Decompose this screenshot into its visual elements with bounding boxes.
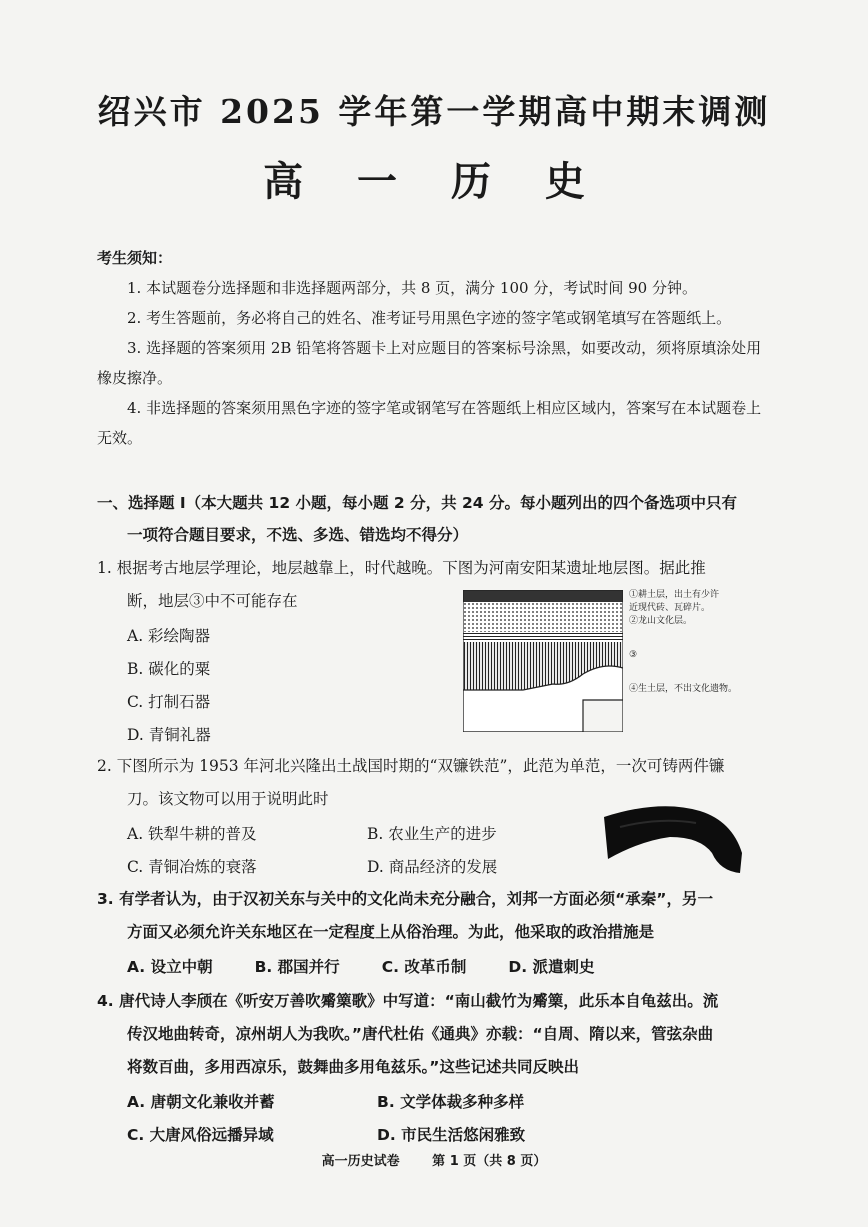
page-footer — [0, 1150, 868, 1169]
subject-title: 高 一 历 史 — [263, 158, 605, 205]
option-b: B. 文学体裁多种多样 — [377, 1093, 525, 1111]
option-c: C. 青铜冶炼的衰落 — [127, 858, 257, 876]
option-d: D. 市民生活悠闲雅致 — [377, 1126, 526, 1144]
legend-line: 近现代砖、瓦碎片。 — [629, 603, 711, 613]
legend-line: ①耕土层，出土有少许 — [629, 590, 720, 600]
layer-1 — [463, 602, 623, 632]
option-c: C. 打制石器 — [127, 693, 211, 711]
legend-line: ④生土层，不出文化遗物。 — [629, 684, 738, 694]
question-stem: 1. 根据考古地层学理论，地层越靠上，时代越晚。下图为河南安阳某遗址地层图。据此推 — [97, 559, 706, 577]
question-stem: 3. 有学者认为，由于汉初关东与关中的文化尚未充分融合，刘邦一方面必须“承秦”，另一 — [97, 890, 713, 908]
option-b: B. 农业生产的进步 — [367, 825, 497, 843]
option-a: A. 唐朝文化兼收并蓄 — [127, 1093, 275, 1111]
notice-item: 3. 选择题的答案须用 2B 铅笔将答题卡上对应题目的答案标号涂黑，如要改动，须将原填涂处用橡皮擦净。 — [97, 339, 762, 387]
option-a: A. 彩绘陶器 — [127, 627, 211, 645]
notice-item: 2. 考生答题前，务必将自己的姓名、准考证号用黑色字迹的签字笔或钢笔填写在答题纸上。 — [127, 309, 732, 327]
legend-line: ②龙山文化层。 — [629, 616, 693, 626]
legend-line: ③ — [629, 650, 638, 660]
option-b: B. 碳化的粟 — [127, 660, 211, 678]
stratigraphy-diagram — [463, 590, 623, 732]
section-heading — [97, 487, 762, 551]
notice-item: 4. 非选择题的答案须用黑色字迹的签字笔或钢笔写在答题纸上相应区域内，答案写在本试题卷上无效。 — [97, 399, 762, 447]
question-stem: 传汉地曲转奇，凉州胡人为我吹。”唐代杜佑《通典》亦载：“自周、隋以来，管弦杂曲 — [127, 1025, 714, 1043]
question-stem: 将数百曲，多用西凉乐，鼓舞曲多用龟兹乐。”这些记述共同反映出 — [127, 1058, 579, 1076]
footer-paper: 高一历史试卷 — [321, 1154, 400, 1169]
section-line-1: 一、选择题 I（本大题共 12 小题，每小题 2 分，共 24 分。每小题列出的四个备选项中只有 — [97, 494, 737, 512]
section-line-2: 一项符合题目要求，不选、多选、错选均不得分） — [127, 526, 469, 544]
exam-title: 绍兴市 2025 学年第一学期高中期末调测 — [97, 92, 771, 131]
option-d: D. 青铜礼器 — [127, 726, 211, 744]
question-stem: 断，地层③中不可能存在 — [127, 592, 298, 610]
iron-mold-photo — [600, 797, 746, 875]
layer-1-top — [463, 590, 623, 602]
option-d: D. 商品经济的发展 — [367, 858, 498, 876]
option-c: C. 改革币制 — [381, 958, 467, 976]
option-d: D. 派遣刺史 — [508, 958, 595, 976]
option-b: B. 郡国并行 — [254, 958, 340, 976]
question-stem: 方面又必须允许关东地区在一定程度上从俗治理。为此，他采取的政治措施是 — [127, 923, 655, 941]
strata-legend — [629, 589, 769, 694]
option-a: A. 铁犁牛耕的普及 — [127, 825, 257, 843]
question-stem: 2. 下图所示为 1953 年河北兴隆出土战国时期的“双镰铁范”，此范为单范，一次可铸两件镰 — [97, 757, 725, 775]
option-c: C. 大唐风俗远播异域 — [127, 1126, 274, 1144]
option-a: A. 设立中朝 — [127, 958, 213, 976]
notice-item: 1. 本试题卷分选择题和非选择题两部分，共 8 页，满分 100 分，考试时间 90 分钟。 — [127, 279, 697, 297]
question-3 — [97, 883, 762, 984]
notice-heading: 考生须知： — [97, 249, 173, 267]
candidate-notice — [97, 243, 762, 453]
question-stem: 4. 唐代诗人李颀在《听安万善吹觱篥歌》中写道：“南山截竹为觱篥，此乐本自龟兹出。流 — [97, 992, 719, 1010]
question-stem: 刀。该文物可以用于说明此时 — [127, 790, 329, 808]
question-4 — [97, 985, 762, 1152]
footer-page: 第 1 页（共 8 页） — [432, 1154, 547, 1169]
question-1 — [97, 552, 762, 752]
layer-2 — [463, 632, 623, 642]
